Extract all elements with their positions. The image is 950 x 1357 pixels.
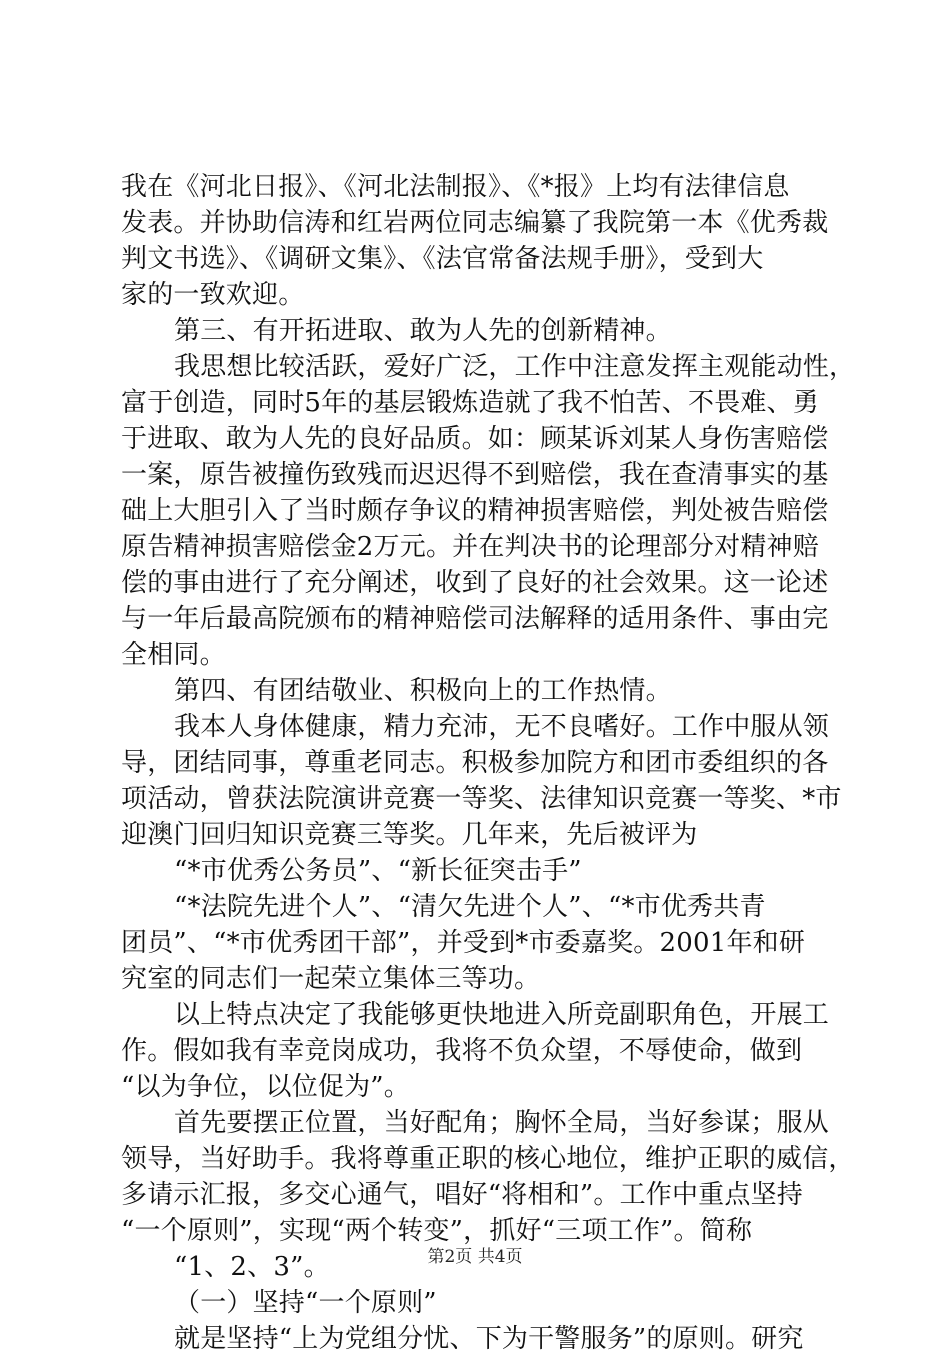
text-line: 我思想比较活跃，爱好广泛，工作中注意发挥主观能动性， [174, 352, 856, 382]
text-line: 我在《河北日报》、《河北法制报》、《*报》上均有法律信息 [121, 172, 790, 202]
section-heading: （一）坚持“一个原则” [174, 1288, 437, 1318]
text-line: 领导，当好助手。我将尊重正职的核心地位，维护正职的威信， [121, 1144, 855, 1174]
text-line: 团员”、“*市优秀团干部”，并受到*市委嘉奖。2001年和研 [121, 928, 806, 958]
text-line: “一个原则”，实现“两个转变”，抓好“三项工作”。简称 [121, 1216, 753, 1246]
section-heading: 第三、有开拓进取、敢为人先的创新精神。 [174, 316, 672, 346]
text-line: 首先要摆正位置，当好配角；胸怀全局，当好参谋；服从 [174, 1108, 830, 1138]
text-line: 以上特点决定了我能够更快地进入所竞副职角色，开展工 [174, 1000, 830, 1030]
text-line: 原告精神损害赔偿金2万元。并在判决书的论理部分对精神赔 [121, 532, 819, 562]
text-line: 家的一致欢迎。 [121, 280, 305, 310]
text-line: “*市优秀公务员”、“新长征突击手” [174, 856, 582, 886]
text-line: 就是坚持“上为党组分忧、下为干警服务”的原则。研究 [174, 1324, 804, 1354]
page-number-footer: 第2页 共4页 [427, 1247, 523, 1267]
text-line: “*法院先进个人”、“清欠先进个人”、“*市优秀共青 [174, 892, 766, 922]
text-line: 判文书选》、《调研文集》、《法官常备法规手册》，受到大 [121, 244, 764, 274]
text-line: 迎澳门回归知识竞赛三等奖。几年来，先后被评为 [121, 820, 698, 850]
section-heading: 第四、有团结敬业、积极向上的工作热情。 [174, 676, 672, 706]
text-line: 作。假如我有幸竞岗成功，我将不负众望，不辱使命，做到 [121, 1036, 803, 1066]
text-line: 全相同。 [121, 640, 226, 670]
text-line: 偿的事由进行了充分阐述，收到了良好的社会效果。这一论述 [121, 568, 829, 598]
text-line: 一案，原告被撞伤致残而迟迟得不到赔偿，我在查清事实的基 [121, 460, 829, 490]
text-line: “1、2、3”。 [174, 1252, 330, 1282]
text-line: 发表。并协助信涛和红岩两位同志编纂了我院第一本《优秀裁 [121, 208, 829, 238]
text-line: 多请示汇报，多交心通气，唱好“将相和”。工作中重点坚持 [121, 1180, 803, 1210]
text-line: 于进取、敢为人先的良好品质。如：顾某诉刘某人身伤害赔偿 [121, 424, 829, 454]
document-body [121, 169, 856, 1357]
text-line: 项活动，曾获法院演讲竞赛一等奖、法律知识竞赛一等奖、*市 [121, 784, 842, 814]
text-line: 与一年后最高院颁布的精神赔偿司法解释的适用条件、事由完 [121, 604, 829, 634]
text-line: 我本人身体健康，精力充沛，无不良嗜好。工作中服从领 [174, 712, 830, 742]
text-line: 础上大胆引入了当时颇存争议的精神损害赔偿，判处被告赔偿 [121, 496, 829, 526]
text-line: 导，团结同事，尊重老同志。积极参加院方和团市委组织的各 [121, 748, 829, 778]
text-line: “以为争位，以位促为”。 [121, 1072, 410, 1102]
text-line: 究室的同志们一起荣立集体三等功。 [121, 964, 541, 994]
text-line: 富于创造，同时5年的基层锻炼造就了我不怕苦、不畏难、勇 [121, 388, 819, 418]
